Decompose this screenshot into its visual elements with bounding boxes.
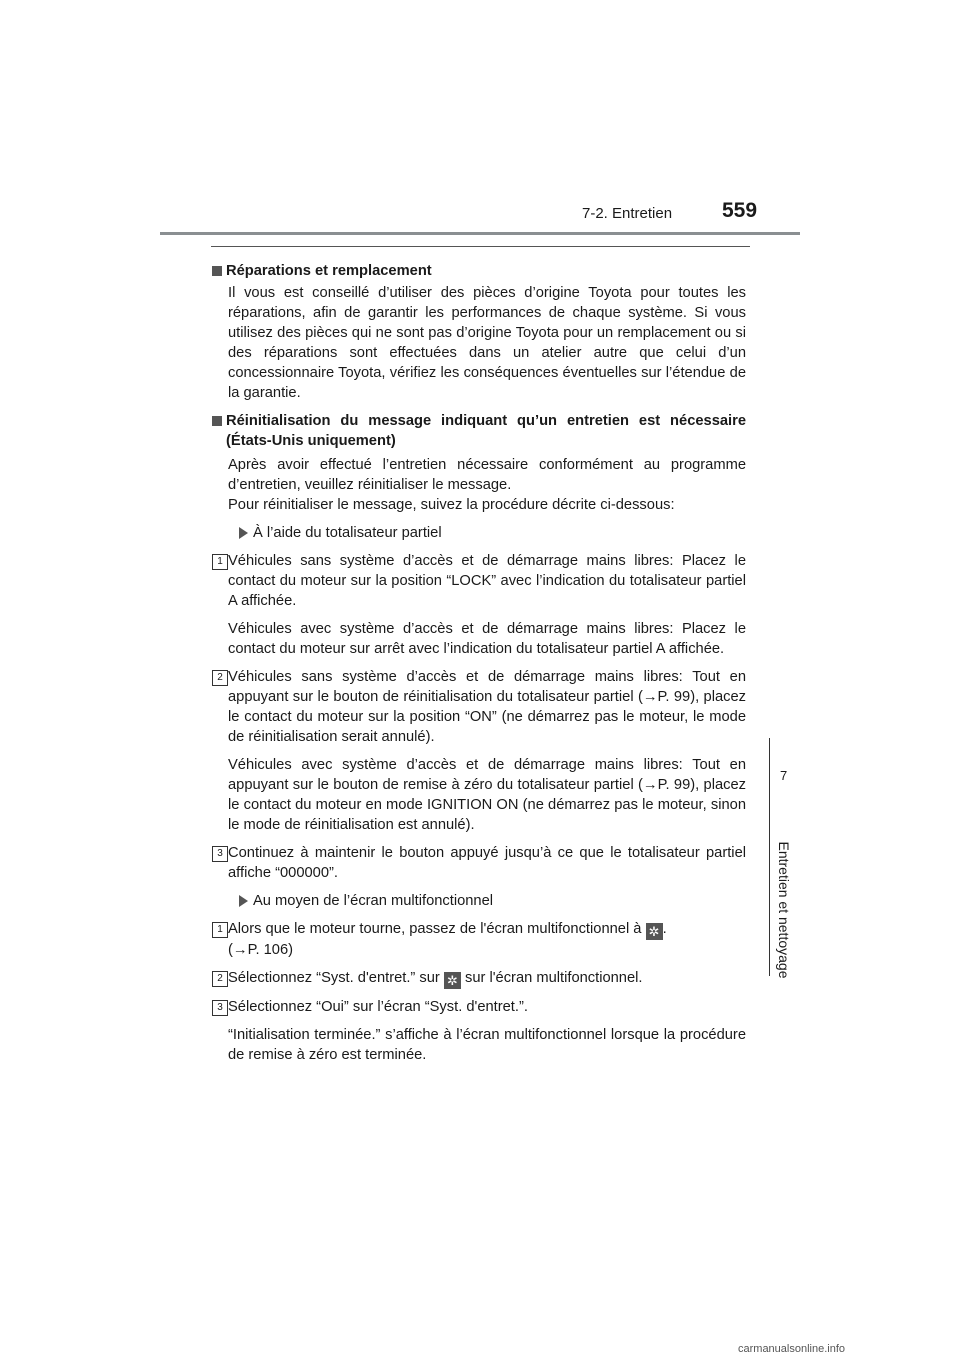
step-text: Alors que le moteur tourne, passez de l'écran multifonctionnel à xyxy=(228,921,642,937)
step-text: Sélectionnez “Oui” sur l’écran “Syst. d'entret.”. xyxy=(228,999,528,1015)
settings-gear-icon: ✲ xyxy=(444,972,461,989)
square-bullet-icon xyxy=(212,416,222,426)
square-bullet-icon xyxy=(212,266,222,276)
method-b-title: Au moyen de l’écran multifonctionnel xyxy=(253,893,494,909)
step-b2 xyxy=(217,968,746,989)
content xyxy=(212,257,746,1065)
step-number-3: 3 xyxy=(212,846,228,862)
section-heading-repairs xyxy=(212,261,746,281)
step-a3 xyxy=(217,843,746,883)
step-text: Véhicules sans système d’accès et de démarrage mains libres: Tout en appuyant sur le bouton de réinitialisation du totalisateur partiel (→P. 99), placez le contact du moteur sur la position “ON” (ne démarrez pas le moteur, le mode de réinitialisation serait annulé). xyxy=(228,669,746,745)
step-number-2: 2 xyxy=(212,670,228,686)
step-text: Véhicules sans système d’accès et de démarrage mains libres: Placez le contact du moteur sur la position “LOCK” avec l’indication du totalisateur partiel A affichée. xyxy=(228,553,746,609)
step-a2-alt: Véhicules avec système d’accès et de démarrage mains libres: Tout en appuyant sur le bouton de remise à zéro du totalisateur partiel (→P. 99), placez le contact du moteur en mode IGNITION ON (ne démarrez pas le moteur, sinon le mode de réinitialisation est annulé). xyxy=(228,757,746,833)
step-a1-alt: Véhicules avec système d’accès et de démarrage mains libres: Placez le contact du moteur sur arrêt avec l’indication du totalisateur partiel A affichée. xyxy=(228,621,746,657)
step-number-1: 1 xyxy=(212,554,228,570)
step-text-end: . xyxy=(662,921,667,937)
page-number: 559 xyxy=(722,199,758,222)
repairs-paragraph: Il vous est conseillé d’utiliser des pièces d’origine Toyota pour toutes les réparations, afin de garantir les performances de chaque système. Si vous utilisez des pièces qui ne sont pas d’origine Toyota pour un remplacement ou si des réparations sont effectuées dans un atelier autre que celui d’un concessionnaire Toyota, vérifiez les conséquences éventuelles sur l’étendue de la garantie. xyxy=(228,285,746,401)
step-b1 xyxy=(217,919,746,960)
method-a-heading xyxy=(239,523,746,543)
triangle-bullet-icon xyxy=(239,527,248,539)
method-b-heading xyxy=(239,891,746,911)
watermark: carmanualsonline.info xyxy=(738,1343,846,1355)
closing-paragraph: “Initialisation terminée.” s’affiche à l’écran multifonctionnel lorsque la procédure de remise à zéro est terminée. xyxy=(228,1027,746,1063)
step-a2 xyxy=(217,667,746,747)
heading-text: Réparations et remplacement xyxy=(226,263,432,279)
content-rule xyxy=(211,246,750,247)
heading-text: Réinitialisation du message indiquant qu’un entretien est nécessaire (États-Unis uniquement) xyxy=(226,413,746,449)
side-tab-chapter: 7 xyxy=(780,768,788,783)
step-text: Sélectionnez “Syst. d'entret.” sur xyxy=(228,970,440,986)
reset-intro-1: Après avoir effectué l’entretien nécessaire conformément au programme d’entretien, veuillez réinitialiser le message. xyxy=(228,457,746,493)
step-number-1: 1 xyxy=(212,922,228,938)
reset-intro-2: Pour réinitialiser le message, suivez la procédure décrite ci-dessous: xyxy=(228,497,675,513)
triangle-bullet-icon xyxy=(239,895,248,907)
step-text: Continuez à maintenir le bouton appuyé jusqu’à ce que le totalisateur partiel affiche “000000”. xyxy=(228,845,746,881)
page-reference: (→P. 106) xyxy=(228,942,294,958)
settings-gear-icon: ✲ xyxy=(646,923,663,940)
step-b3 xyxy=(217,997,746,1017)
step-text-end: sur l'écran multifonctionnel. xyxy=(464,970,643,986)
method-a-title: À l’aide du totalisateur partiel xyxy=(253,525,442,541)
step-number-3: 3 xyxy=(212,1000,228,1016)
step-number-2: 2 xyxy=(212,971,228,987)
section-heading-reset xyxy=(212,411,746,451)
step-a1 xyxy=(217,551,746,611)
header-rule xyxy=(160,232,800,235)
side-tab-label: Entretien et nettoyage xyxy=(776,841,792,979)
header-section-title: 7-2. Entretien xyxy=(582,205,673,222)
